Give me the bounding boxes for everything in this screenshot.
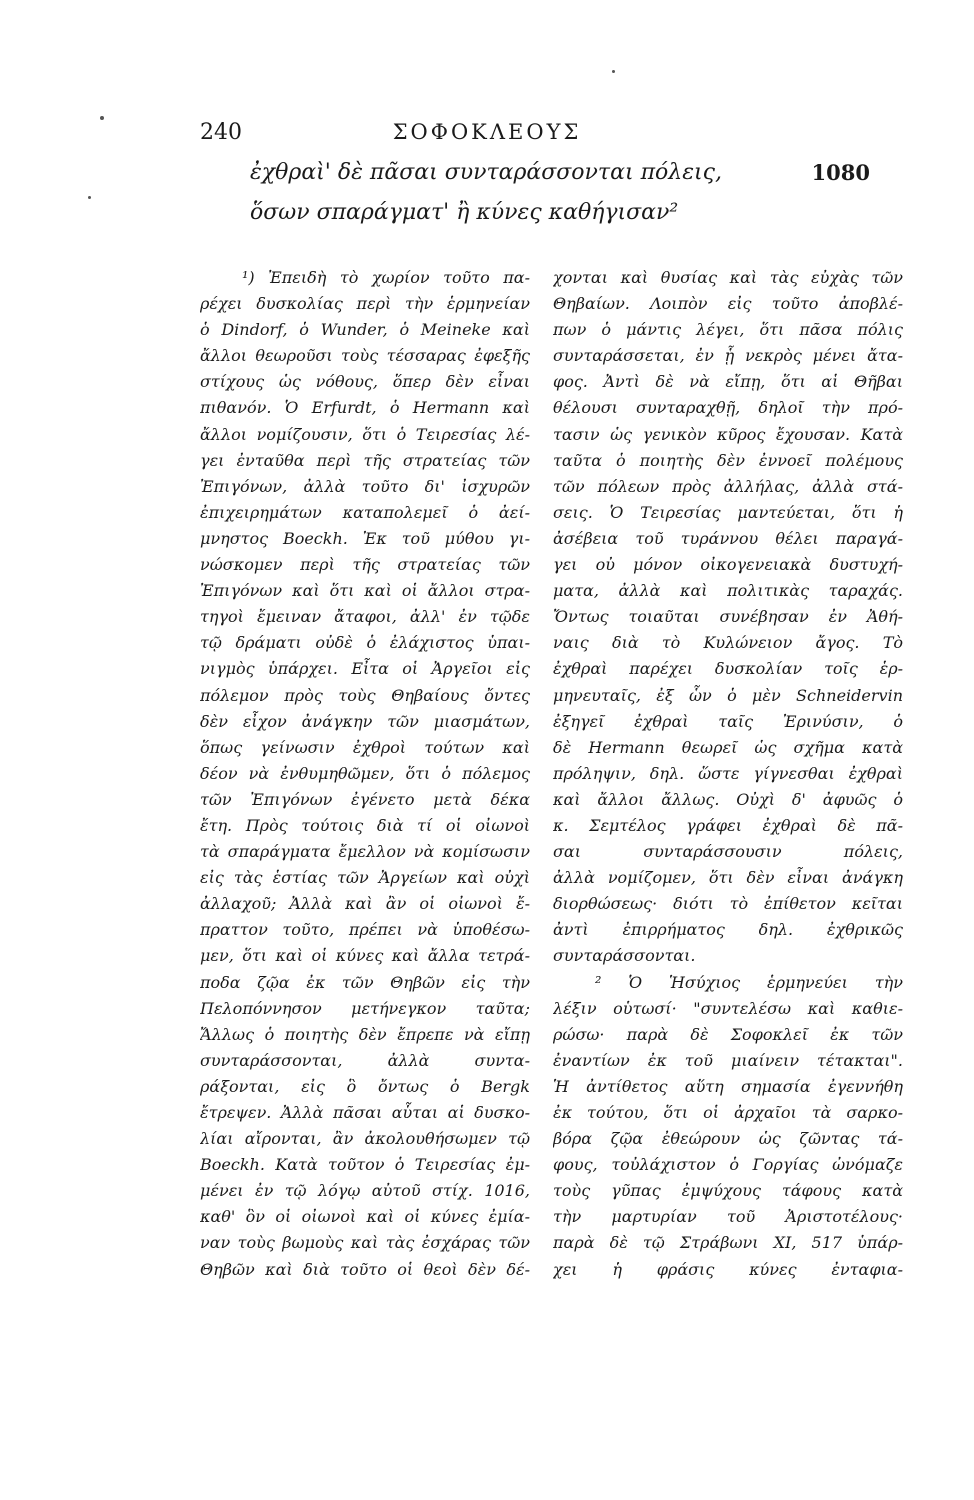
note-line: δὲν εἶχον ἀνάγκην τῶν μιασμάτων,: [200, 711, 530, 731]
note-line: τασιν ὡς γενικὸν κῦρος ἔχουσαν. Κατὰ: [553, 424, 903, 444]
note-line: ἐκ τούτου, ὅτι οἱ ἀρχαῖοι τὰ σαρκο-: [553, 1103, 903, 1122]
notes-left-column: [200, 265, 530, 1283]
note-line: ἐναντίων ἐκ τοῦ μιαίνειν τέτακται".: [553, 1050, 903, 1070]
note-line: ἐπιχειρημάτων καταπολεμεῖ ὁ ἀεί-: [200, 502, 530, 522]
note-line: συνταράσσεται, ἐν ᾗ νεκρὸς μένει ἄτα-: [553, 346, 903, 366]
note-line: τῷ δράματι οὐδὲ ὁ ἐλάχιστος ὑπαι-: [200, 633, 530, 653]
note-line: Ἄλλως ὁ ποιητὴς δὲν ἔπρεπε νὰ εἴπῃ: [200, 1024, 530, 1044]
note-line: τηγοὶ ἔμειναν ἄταφοι, ἀλλ' ἐν τῷδε: [200, 607, 530, 627]
note-line: Ἐπιγόνων καὶ ὅτι καὶ οἱ ἄλλοι στρα-: [200, 581, 530, 601]
note-line: λέξιν οὑτωσί· "συντελέσω καὶ καθιε-: [553, 998, 903, 1018]
note-line: ἐξηγεῖ ἐχθραὶ ταῖς Ἐρινύσιν, ὁ: [553, 711, 903, 731]
note-line: πων ὁ μάντις λέγει, ὅτι πᾶσα πόλις: [553, 320, 903, 340]
note-line: Ἡ ἀντίθετος αὕτη σημασία ἐγεννήθη: [553, 1076, 903, 1096]
note-line: ἄλλοι νομίζουσιν, ὅτι ὁ Τειρεσίας λέ-: [200, 424, 530, 444]
note-line: τῶν πόλεων πρὸς ἀλλήλας, ἀλλὰ στά-: [553, 476, 903, 496]
note-line: φους, τοὐλάχιστον ὁ Γοργίας ὠνόμαζε: [553, 1155, 903, 1175]
verse-block: [200, 160, 880, 240]
page-number: 240: [200, 120, 242, 145]
note-line: μνηστος Boeckh. Ἐκ τοῦ μύθου γι-: [200, 528, 530, 548]
note-line: Ἐπιγόνων, ἀλλὰ τοῦτο δι' ἰσχυρῶν: [200, 476, 530, 496]
note-line: τὴν μαρτυρίαν τοῦ Ἀριστοτέλους·: [553, 1207, 903, 1227]
note-line: ἀντὶ ἐπιρρήματος δηλ. ἐχθρικῶς: [553, 920, 903, 940]
note-line: ναν τοὺς βωμοὺς καὶ τὰς ἐσχάρας τῶν: [200, 1233, 530, 1253]
verse-line: [200, 200, 880, 240]
note-line: λίαι αἴρονται, ἂν ἀκολουθήσωμεν τῷ: [200, 1129, 530, 1149]
notes-right-column: [553, 265, 903, 1283]
note-line: χονται καὶ θυσίας καὶ τὰς εὐχὰς τῶν: [553, 268, 903, 287]
ink-speck: [612, 70, 615, 73]
note-line: Ὄντως τοιαῦται συνέβησαν ἐν Ἀθή-: [553, 607, 903, 627]
verse-text: ὅσων σπαράγματ' ἢ κύνες καθήγισαν²: [250, 200, 679, 225]
note-line: βόρα ζῷα ἐθεώρουν ὡς ζῶντας τά-: [553, 1129, 903, 1149]
note-line: τὰ σπαράγματα ἔμελλον νὰ κομίσωσιν: [200, 842, 530, 862]
note-line: φος. Ἀντὶ δὲ νὰ εἴπῃ, ὅτι αἱ Θῆβαι: [553, 372, 903, 392]
note-line: ² Ὁ Ἡσύχιος ἑρμηνεύει τὴν: [595, 972, 903, 992]
note-line: συνταράσσονται, ἀλλὰ συντα-: [200, 1050, 530, 1070]
note-line: γει οὐ μόνον οἰκογενειακὰ δυστυχή-: [553, 555, 903, 575]
note-line: ἔτρεψεν. Ἀλλὰ πᾶσαι αὗται αἱ δυσκο-: [200, 1103, 530, 1122]
note-line: πόλεμον πρὸς τοὺς Θηβαίους ὄντες: [200, 685, 530, 705]
note-line: πιθανόν. Ὁ Erfurdt, ὁ Hermann καὶ: [200, 398, 530, 418]
note-line: ναις διὰ τὸ Κυλώνειον ἄγος. Τὸ: [553, 633, 903, 653]
note-line: θέλουσι συνταραχθῇ, δηλοῖ τὴν πρό-: [553, 398, 903, 418]
note-line: γει ἐνταῦθα περὶ τῆς στρατείας τῶν: [200, 450, 530, 470]
note-line: ὅπως γείνωσιν ἐχθροὶ τούτων καὶ: [200, 737, 530, 757]
note-line: στίχους ὡς νόθους, ὅπερ δὲν εἶναι: [200, 372, 530, 392]
note-line: ρώσω· παρὰ δὲ Σοφοκλεῖ ἐκ τῶν: [553, 1024, 903, 1044]
note-line: σαι συνταράσσουσιν πόλεις,: [553, 842, 903, 862]
running-title: ΣΟΦΟΚΛΕΟΥΣ: [392, 120, 582, 144]
note-line: Boeckh. Κατὰ τοῦτον ὁ Τειρεσίας ἐμ-: [200, 1155, 530, 1175]
note-line: ὁ Dindorf, ὁ Wunder, ὁ Meineke καὶ: [200, 320, 530, 340]
page-header: [0, 120, 974, 150]
note-line: ράξονται, εἰς ὃ ὄντως ὁ Bergk: [200, 1076, 530, 1096]
note-line: πραττον τοῦτο, πρέπει νὰ ὑποθέσω-: [200, 920, 530, 940]
note-line: Πελοπόννησον μετήνεγκον ταῦτα;: [200, 998, 530, 1018]
verse-line: [200, 160, 880, 200]
note-line: καὶ ἄλλοι ἄλλως. Οὐχὶ δ' ἀφυῶς ὁ: [553, 789, 903, 809]
note-line: ρέχει δυσκολίας περὶ τὴν ἑρμηνείαν: [200, 294, 530, 314]
note-line: δὲ Hermann θεωρεῖ ὡς σχῆμα κατὰ: [553, 737, 903, 757]
note-line: ἄλλοι θεωροῦσι τοὺς τέσσαρας ἐφεξῆς: [200, 346, 530, 366]
note-line: τῶν Ἐπιγόνων ἐγένετο μετὰ δέκα: [200, 789, 530, 809]
note-line: Θηβῶν καὶ διὰ τοῦτο οἱ θεοὶ δὲν δέ-: [200, 1259, 530, 1279]
verse-text: ἐχθραὶ' δὲ πᾶσαι συνταράσσονται πόλεις,: [250, 160, 722, 185]
note-line: κ. Σεμτέλος γράφει ἐχθραὶ δὲ πᾶ-: [553, 815, 903, 835]
note-line: ἐχθραὶ παρέχει δυσκολίαν τοῖς ἑρ-: [553, 659, 903, 679]
note-line: ταῦτα ὁ ποιητὴς δὲν ἐννοεῖ πολέμους: [553, 450, 903, 470]
note-line: νιγμὸς ὑπάρχει. Εἶτα οἱ Ἀργεῖοι εἰς: [200, 659, 530, 679]
note-line: χει ἡ φράσις κύνες ἐνταφια-: [553, 1259, 903, 1279]
note-line: ἔτη. Πρὸς τούτοις διὰ τί οἱ οἰωνοὶ: [200, 815, 530, 835]
note-line: διορθώσεως· διότι τὸ ἐπίθετον κεῖται: [553, 894, 903, 914]
note-line: πρόληψιν, δηλ. ὥστε γίγνεσθαι ἐχθραὶ: [553, 763, 903, 783]
note-line: ἀλλαχοῦ; Ἀλλὰ καὶ ἂν οἱ οἰωνοὶ ἔ-: [200, 894, 530, 914]
note-line: ἀσέβεια τοῦ τυράννου θέλει παραγά-: [553, 528, 903, 548]
note-line: μηνευταῖς, ἐξ ὧν ὁ μὲν Schneidervin: [553, 685, 903, 705]
note-line: συνταράσσονται.: [553, 946, 696, 966]
note-line: εἰς τὰς ἑστίας τῶν Ἀργείων καὶ οὐχὶ: [200, 868, 530, 888]
note-line: τοὺς γῦπας ἐμψύχους τάφους κατὰ: [553, 1181, 903, 1201]
note-line: σεις. Ὁ Τειρεσίας μαντεύεται, ὅτι ἡ: [553, 502, 903, 522]
ink-speck: [88, 196, 91, 199]
note-line: Θηβαίων. Λοιπὸν εἰς τοῦτο ἀποβλέ-: [553, 294, 903, 314]
note-line: ἀλλὰ νομίζομεν, ὅτι δὲν εἶναι ἀνάγκη: [553, 868, 903, 888]
line-number: 1080: [811, 160, 870, 185]
note-line: νώσκομεν περὶ τῆς στρατείας τῶν: [200, 555, 530, 575]
note-line: παρὰ δὲ τῷ Στράβωνι XI, 517 ὑπάρ-: [553, 1233, 903, 1253]
note-line: ματα, ἀλλὰ καὶ πολιτικὰς ταραχάς.: [553, 581, 903, 601]
note-line: μένει ἐν τῷ λόγῳ αὐτοῦ στίχ. 1016,: [200, 1181, 530, 1201]
note-line: δέον νὰ ἐνθυμηθῶμεν, ὅτι ὁ πόλεμος: [200, 763, 530, 783]
note-line: καθ' ὃν οἱ οἰωνοὶ καὶ οἱ κύνες ἐμία-: [200, 1207, 530, 1227]
note-line: ¹) Ἐπειδὴ τὸ χωρίον τοῦτο πα-: [242, 268, 530, 287]
note-line: ποδα ζῷα ἐκ τῶν Θηβῶν εἰς τὴν: [200, 972, 530, 992]
note-line: μεν, ὅτι καὶ οἱ κύνες καὶ ἄλλα τετρά-: [200, 946, 530, 966]
